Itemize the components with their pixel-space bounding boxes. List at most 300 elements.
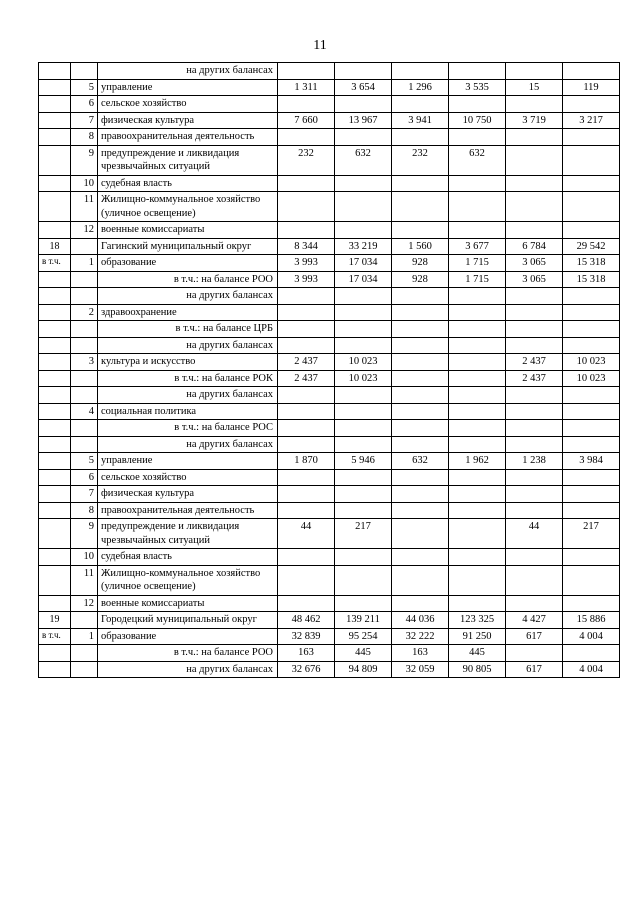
value-cell: 15 318 [563,255,620,272]
row-group-number [39,595,71,612]
value-cell [278,304,335,321]
value-cell: 15 318 [563,271,620,288]
value-cell: 3 217 [563,112,620,129]
table-row [39,222,620,239]
row-item-number: 5 [71,79,98,96]
value-cell: 15 [506,79,563,96]
row-group-number [39,96,71,113]
value-cell: 10 750 [449,112,506,129]
row-item-number [71,238,98,255]
value-cell: 617 [506,661,563,678]
table-row [39,63,620,80]
value-cell: 3 993 [278,271,335,288]
value-cell [278,565,335,595]
value-cell [392,486,449,503]
row-item-number: 6 [71,469,98,486]
value-cell: 445 [335,645,392,662]
value-cell [335,337,392,354]
value-cell: 632 [449,145,506,175]
row-name: управление [98,453,278,470]
row-name: сельское хозяйство [98,96,278,113]
row-group-number [39,175,71,192]
row-group-number [39,469,71,486]
row-name: предупреждение и ликвидация чрезвычайных ситуаций [98,145,278,175]
table-row [39,238,620,255]
value-cell [278,436,335,453]
row-item-number: 11 [71,565,98,595]
value-cell [278,175,335,192]
row-item-number: 8 [71,502,98,519]
row-group-number [39,63,71,80]
table-row [39,403,620,420]
row-item-number: 4 [71,403,98,420]
table-row [39,129,620,146]
value-cell [449,63,506,80]
value-cell [563,175,620,192]
value-cell [278,192,335,222]
row-group-number [39,321,71,338]
value-cell: 5 946 [335,453,392,470]
value-cell [392,304,449,321]
value-cell [335,387,392,404]
value-cell [506,387,563,404]
value-cell [563,549,620,566]
value-cell [335,222,392,239]
value-cell [335,321,392,338]
value-cell [449,175,506,192]
row-group-number [39,354,71,371]
value-cell: 15 886 [563,612,620,629]
value-cell: 44 [278,519,335,549]
table-row [39,661,620,678]
value-cell [335,96,392,113]
value-cell [563,486,620,503]
value-cell [449,192,506,222]
row-item-number: 10 [71,549,98,566]
value-cell [506,469,563,486]
row-item-number: 7 [71,112,98,129]
value-cell [506,565,563,595]
value-cell: 2 437 [278,370,335,387]
row-name: здравоохранение [98,304,278,321]
row-group-number [39,112,71,129]
value-cell [449,96,506,113]
value-cell [506,549,563,566]
row-name: физическая культура [98,112,278,129]
value-cell [278,96,335,113]
row-item-number [71,337,98,354]
value-cell [506,645,563,662]
value-cell [449,502,506,519]
value-cell: 2 437 [278,354,335,371]
value-cell [563,645,620,662]
value-cell [392,63,449,80]
value-cell [335,420,392,437]
value-cell [392,337,449,354]
value-cell [449,222,506,239]
row-group-number: 19 [39,612,71,629]
table-body [39,63,620,678]
row-group-number [39,502,71,519]
value-cell [449,304,506,321]
value-cell [278,403,335,420]
table-row [39,271,620,288]
row-group-number [39,79,71,96]
value-cell: 617 [506,628,563,645]
budget-table [38,62,620,678]
value-cell [278,337,335,354]
table-row [39,453,620,470]
value-cell [563,288,620,305]
table-row [39,565,620,595]
row-group-number [39,337,71,354]
value-cell [506,145,563,175]
value-cell: 3 065 [506,255,563,272]
table-row [39,175,620,192]
value-cell [563,145,620,175]
row-name: Городецкий муниципальный округ [98,612,278,629]
value-cell [449,403,506,420]
value-cell: 632 [335,145,392,175]
table-row [39,192,620,222]
row-name: на других балансах [98,387,278,404]
value-cell [449,129,506,146]
table-row [39,288,620,305]
row-name: судебная власть [98,549,278,566]
row-name: Гагинский муниципальный округ [98,238,278,255]
value-cell [506,192,563,222]
value-cell: 217 [335,519,392,549]
row-name: физическая культура [98,486,278,503]
row-item-number [71,645,98,662]
table-row [39,628,620,645]
value-cell [563,222,620,239]
value-cell: 2 437 [506,354,563,371]
value-cell: 94 809 [335,661,392,678]
value-cell: 3 535 [449,79,506,96]
row-group-number [39,271,71,288]
table-row [39,112,620,129]
value-cell: 3 984 [563,453,620,470]
value-cell [392,192,449,222]
row-item-number [71,370,98,387]
page-number: 11 [313,38,327,53]
value-cell [335,304,392,321]
row-name: в т.ч.: на балансе РОО [98,645,278,662]
row-item-number: 1 [71,255,98,272]
value-cell [449,486,506,503]
row-item-number [71,63,98,80]
table-row [39,255,620,272]
value-cell [335,288,392,305]
value-cell [392,370,449,387]
value-cell [563,387,620,404]
table-row [39,354,620,371]
value-cell: 91 250 [449,628,506,645]
row-name: правоохранительная деятельность [98,502,278,519]
row-name: Жилищно-коммунальное хозяйство (уличное освещение) [98,192,278,222]
value-cell: 163 [278,645,335,662]
row-group-number [39,420,71,437]
row-name: социальная политика [98,403,278,420]
row-group-number [39,565,71,595]
row-name: на других балансах [98,436,278,453]
value-cell [506,175,563,192]
row-item-number: 9 [71,145,98,175]
value-cell [506,63,563,80]
value-cell [449,420,506,437]
value-cell [335,403,392,420]
row-name: образование [98,628,278,645]
value-cell [449,595,506,612]
row-name: военные комиссариаты [98,222,278,239]
value-cell: 1 870 [278,453,335,470]
value-cell [392,96,449,113]
value-cell [563,502,620,519]
value-cell [278,420,335,437]
table-row [39,502,620,519]
value-cell: 44 036 [392,612,449,629]
row-group-number [39,661,71,678]
table-row [39,96,620,113]
table-row [39,321,620,338]
table-row [39,595,620,612]
value-cell: 3 993 [278,255,335,272]
value-cell [392,222,449,239]
value-cell: 8 344 [278,238,335,255]
value-cell: 1 560 [392,238,449,255]
row-name: на других балансах [98,63,278,80]
value-cell [449,565,506,595]
value-cell [335,565,392,595]
value-cell [335,486,392,503]
value-cell: 7 660 [278,112,335,129]
row-name: культура и искусство [98,354,278,371]
value-cell: 1 311 [278,79,335,96]
row-name: правоохранительная деятельность [98,129,278,146]
value-cell: 17 034 [335,271,392,288]
value-cell [278,288,335,305]
value-cell [392,565,449,595]
value-cell [563,129,620,146]
row-name: на других балансах [98,337,278,354]
value-cell [278,129,335,146]
row-group-number [39,145,71,175]
value-cell [278,595,335,612]
row-group-number: 18 [39,238,71,255]
row-name: управление [98,79,278,96]
value-cell: 1 715 [449,271,506,288]
value-cell [392,502,449,519]
value-cell [563,436,620,453]
value-cell: 32 222 [392,628,449,645]
value-cell: 1 715 [449,255,506,272]
value-cell: 445 [449,645,506,662]
table-row [39,387,620,404]
value-cell: 10 023 [335,370,392,387]
row-name: на других балансах [98,661,278,678]
value-cell [449,519,506,549]
value-cell: 928 [392,271,449,288]
value-cell [506,337,563,354]
value-cell [563,469,620,486]
value-cell: 232 [278,145,335,175]
row-name: военные комиссариаты [98,595,278,612]
row-item-number [71,612,98,629]
row-item-number: 12 [71,595,98,612]
value-cell [278,321,335,338]
row-item-number: 12 [71,222,98,239]
table-row [39,486,620,503]
value-cell: 6 784 [506,238,563,255]
value-cell: 10 023 [563,370,620,387]
value-cell [506,321,563,338]
row-name: судебная власть [98,175,278,192]
row-item-number [71,387,98,404]
value-cell: 3 065 [506,271,563,288]
row-item-number: 8 [71,129,98,146]
row-group-number [39,288,71,305]
value-cell: 17 034 [335,255,392,272]
value-cell: 123 325 [449,612,506,629]
value-cell [392,549,449,566]
value-cell: 1 238 [506,453,563,470]
value-cell [335,502,392,519]
row-name: сельское хозяйство [98,469,278,486]
value-cell [392,175,449,192]
value-cell: 32 059 [392,661,449,678]
value-cell: 232 [392,145,449,175]
value-cell [563,96,620,113]
value-cell [278,222,335,239]
row-group-number [39,192,71,222]
row-name: в т.ч.: на балансе РОК [98,370,278,387]
value-cell [278,63,335,80]
row-item-number [71,288,98,305]
value-cell [506,420,563,437]
value-cell [506,436,563,453]
value-cell [278,469,335,486]
table-row [39,645,620,662]
value-cell: 13 967 [335,112,392,129]
value-cell [563,403,620,420]
row-name: на других балансах [98,288,278,305]
value-cell [506,222,563,239]
value-cell: 10 023 [335,354,392,371]
row-item-number [71,436,98,453]
table-row [39,370,620,387]
value-cell [563,420,620,437]
table-row [39,420,620,437]
value-cell [449,354,506,371]
row-name: в т.ч.: на балансе ЦРБ [98,321,278,338]
row-name: Жилищно-коммунальное хозяйство (уличное освещение) [98,565,278,595]
table-row [39,436,620,453]
value-cell [449,288,506,305]
value-cell [449,387,506,404]
value-cell: 33 219 [335,238,392,255]
value-cell [563,192,620,222]
value-cell: 1 296 [392,79,449,96]
value-cell [506,502,563,519]
row-group-number: в т.ч. [39,628,71,645]
value-cell: 3 941 [392,112,449,129]
table-row [39,304,620,321]
value-cell: 119 [563,79,620,96]
row-item-number [71,321,98,338]
value-cell [449,469,506,486]
value-cell [506,403,563,420]
value-cell: 29 542 [563,238,620,255]
row-group-number [39,549,71,566]
value-cell [506,486,563,503]
value-cell: 4 427 [506,612,563,629]
value-cell: 44 [506,519,563,549]
table-row [39,549,620,566]
table-row [39,612,620,629]
value-cell [335,436,392,453]
value-cell [392,129,449,146]
row-item-number: 1 [71,628,98,645]
row-name: образование [98,255,278,272]
value-cell: 2 437 [506,370,563,387]
value-cell: 95 254 [335,628,392,645]
value-cell [392,387,449,404]
row-item-number [71,420,98,437]
value-cell: 928 [392,255,449,272]
value-cell [335,192,392,222]
row-item-number [71,271,98,288]
value-cell: 32 839 [278,628,335,645]
value-cell: 217 [563,519,620,549]
value-cell [563,304,620,321]
value-cell: 90 805 [449,661,506,678]
value-cell [335,595,392,612]
table-row [39,469,620,486]
value-cell: 3 719 [506,112,563,129]
row-group-number: в т.ч. [39,255,71,272]
value-cell [335,549,392,566]
table-row [39,145,620,175]
value-cell [392,519,449,549]
row-group-number [39,222,71,239]
row-item-number [71,661,98,678]
value-cell: 1 962 [449,453,506,470]
value-cell: 10 023 [563,354,620,371]
row-name: предупреждение и ликвидация чрезвычайных ситуаций [98,519,278,549]
value-cell: 632 [392,453,449,470]
value-cell [563,595,620,612]
value-cell [506,595,563,612]
value-cell: 163 [392,645,449,662]
value-cell [392,354,449,371]
value-cell: 4 004 [563,628,620,645]
row-name: в т.ч.: на балансе РОС [98,420,278,437]
row-group-number [39,519,71,549]
row-item-number: 11 [71,192,98,222]
value-cell [335,129,392,146]
row-group-number [39,453,71,470]
value-cell [278,502,335,519]
row-item-number: 6 [71,96,98,113]
row-item-number: 3 [71,354,98,371]
row-group-number [39,387,71,404]
table-row [39,519,620,549]
row-name: в т.ч.: на балансе РОО [98,271,278,288]
row-item-number: 9 [71,519,98,549]
value-cell [506,129,563,146]
value-cell [278,387,335,404]
